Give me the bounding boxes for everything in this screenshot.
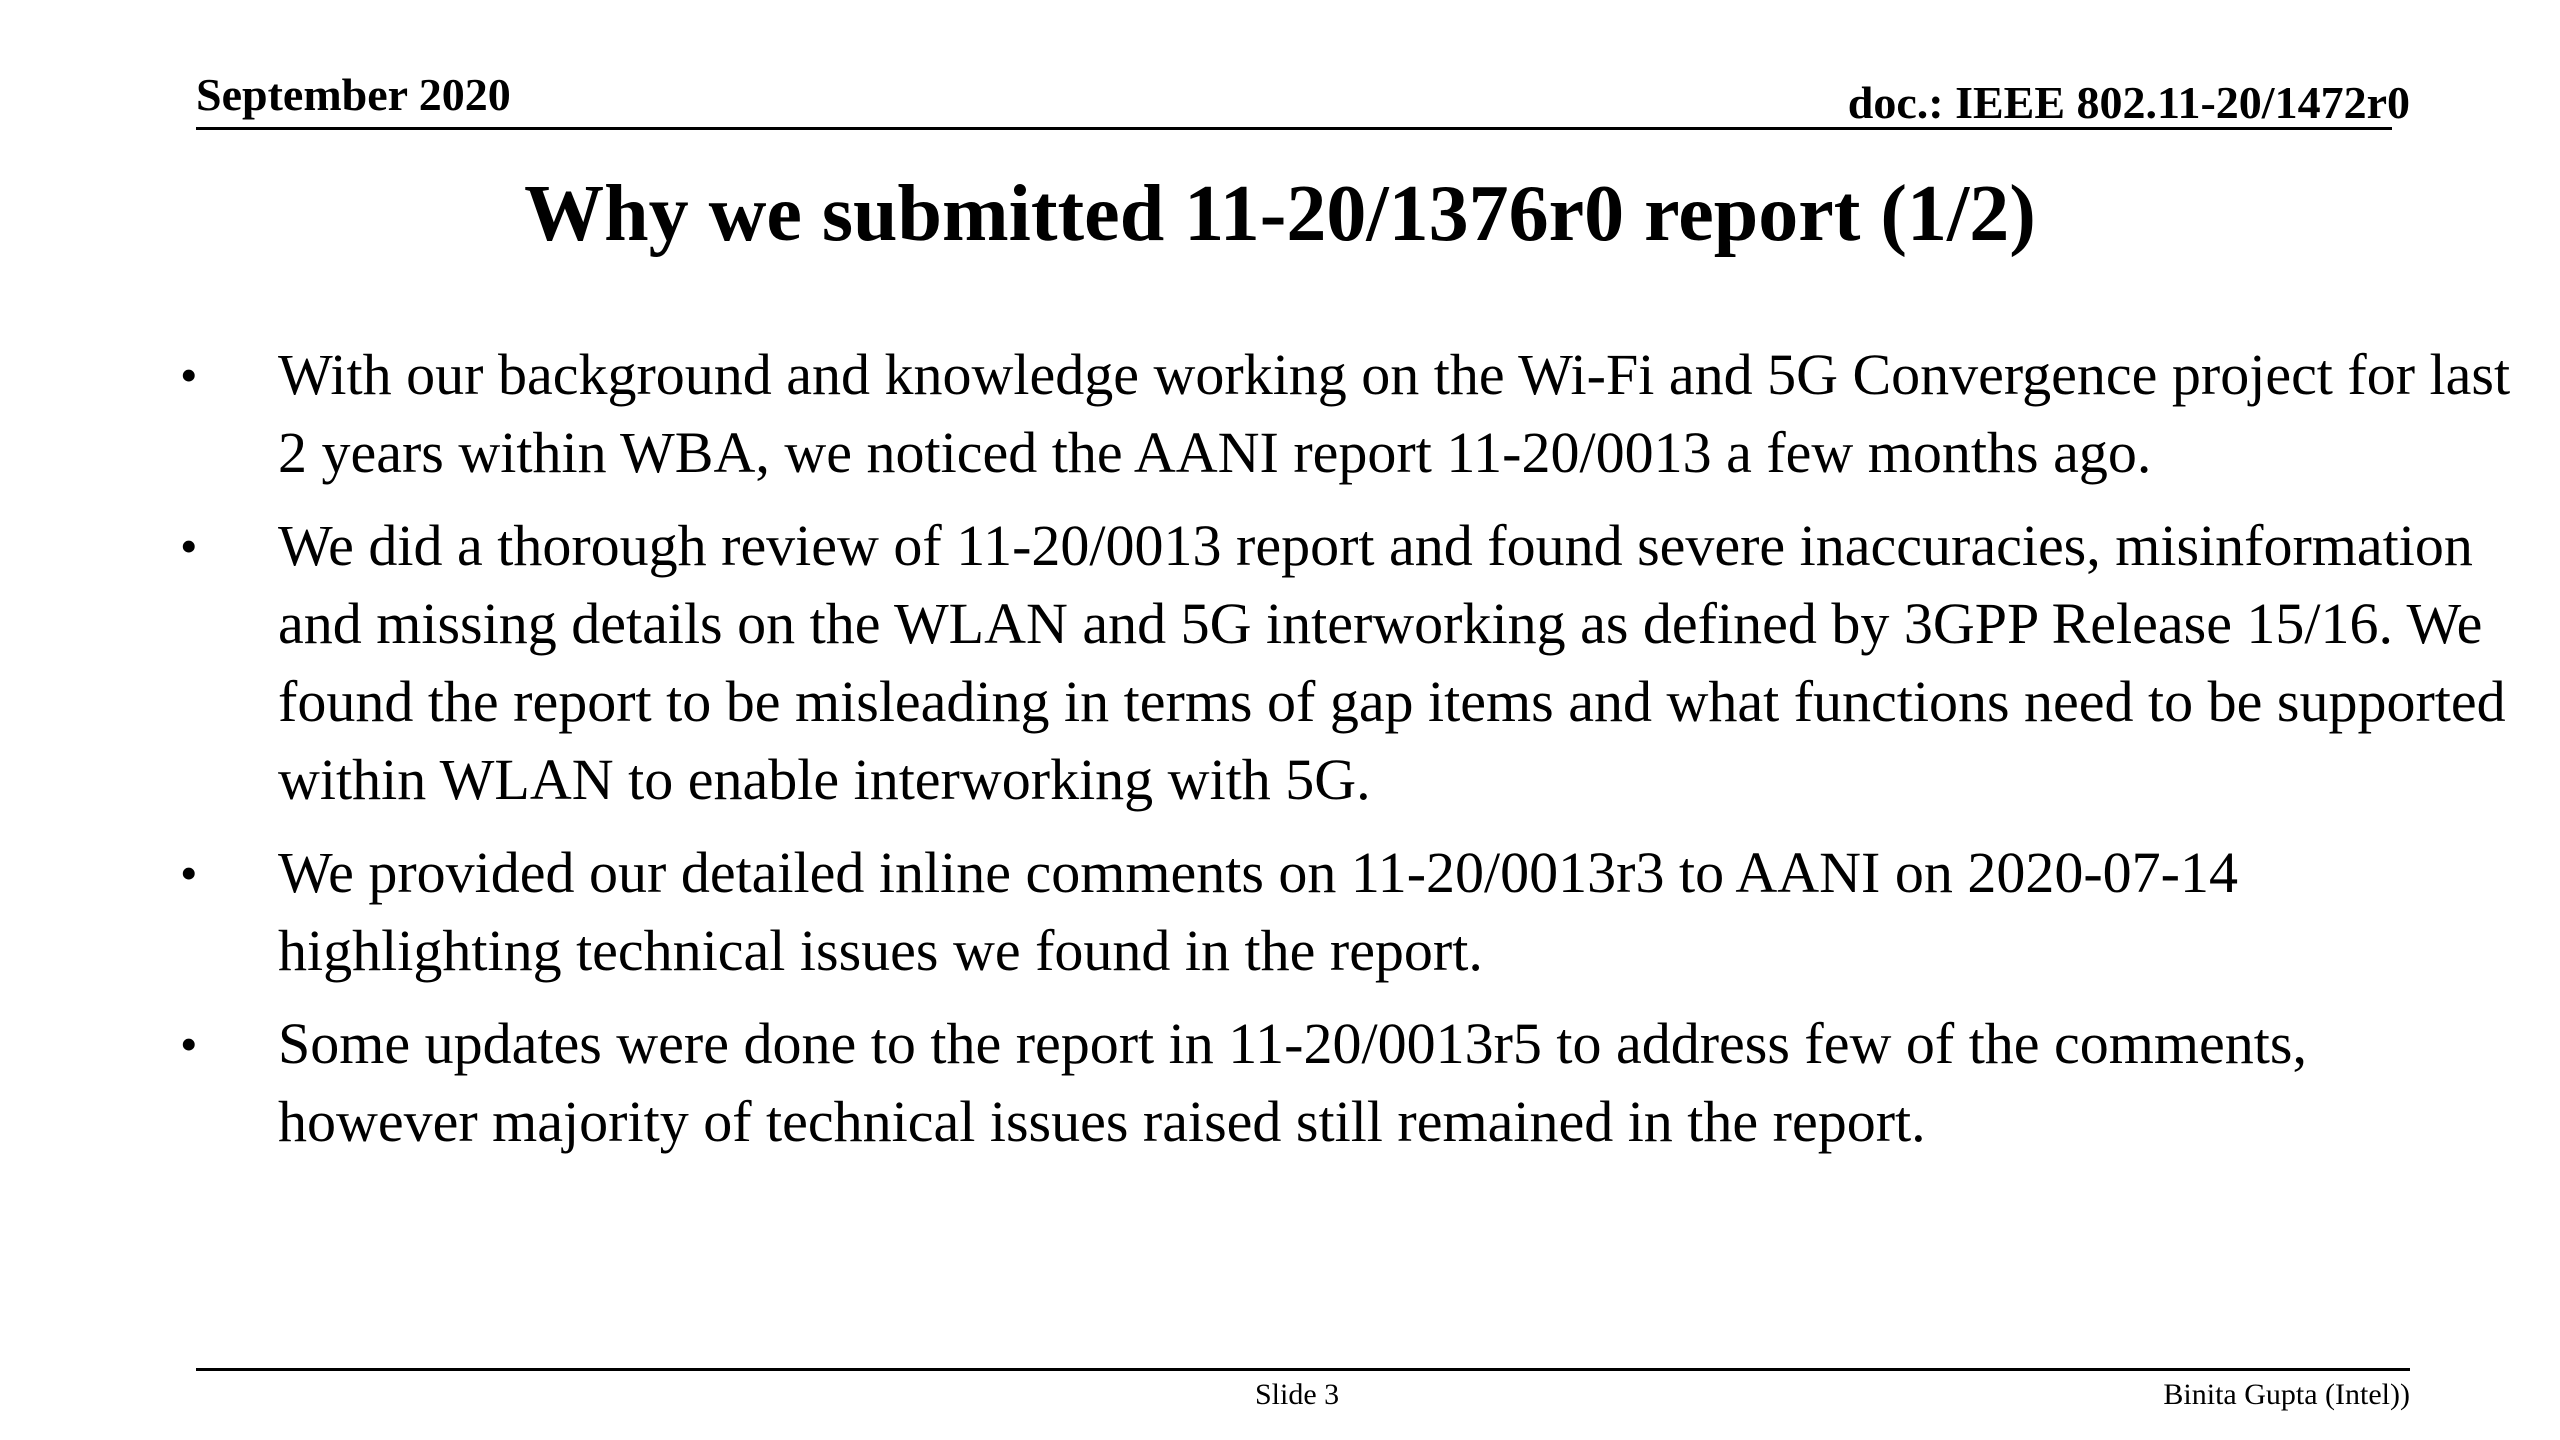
bullet-item [180,507,2520,819]
footer-divider [196,1368,2410,1371]
bullet-text: We provided our detailed inline comments on 11-20/0013r3 to AANI on 2020-07-14 highlighting technical issues we found in the report. [278,840,2238,983]
bullet-icon: • [180,845,198,901]
bullet-icon: • [180,518,198,574]
header-date: September 2020 [196,69,511,120]
bullet-icon: • [180,1016,198,1072]
bullet-icon: • [180,347,198,403]
header-doc-id: doc.: IEEE 802.11-20/1472r0 [1847,77,2410,128]
slide-number: Slide 3 [1255,1378,1340,1411]
bullet-text: Some updates were done to the report in 11-20/0013r5 to address few of the comments, however majority of technical issues raised still remained in the report. [278,1011,2307,1154]
bullet-item [180,336,2520,492]
header-divider [196,127,2392,130]
bullet-item [180,834,2520,990]
bullet-item [180,1005,2520,1161]
bullet-text: We did a thorough review of 11-20/0013 report and found severe inaccuracies, misinformation and missing details on the WLAN and 5G interworking as defined by 3GPP Release 15/16. We found the report to be misleading in terms of gap items and what functions need to be supported within WLAN to enable interworking with 5G. [278,513,2506,812]
footer-author: Binita Gupta (Intel)) [2163,1378,2410,1411]
bullet-list [180,336,2520,1176]
slide-title: Why we submitted 11-20/1376r0 report (1/2) [524,170,2036,258]
bullet-text: With our background and knowledge working on the Wi-Fi and 5G Convergence project for last 2 years within WBA, we noticed the AANI report 11-20/0013 a few months ago. [278,342,2511,485]
